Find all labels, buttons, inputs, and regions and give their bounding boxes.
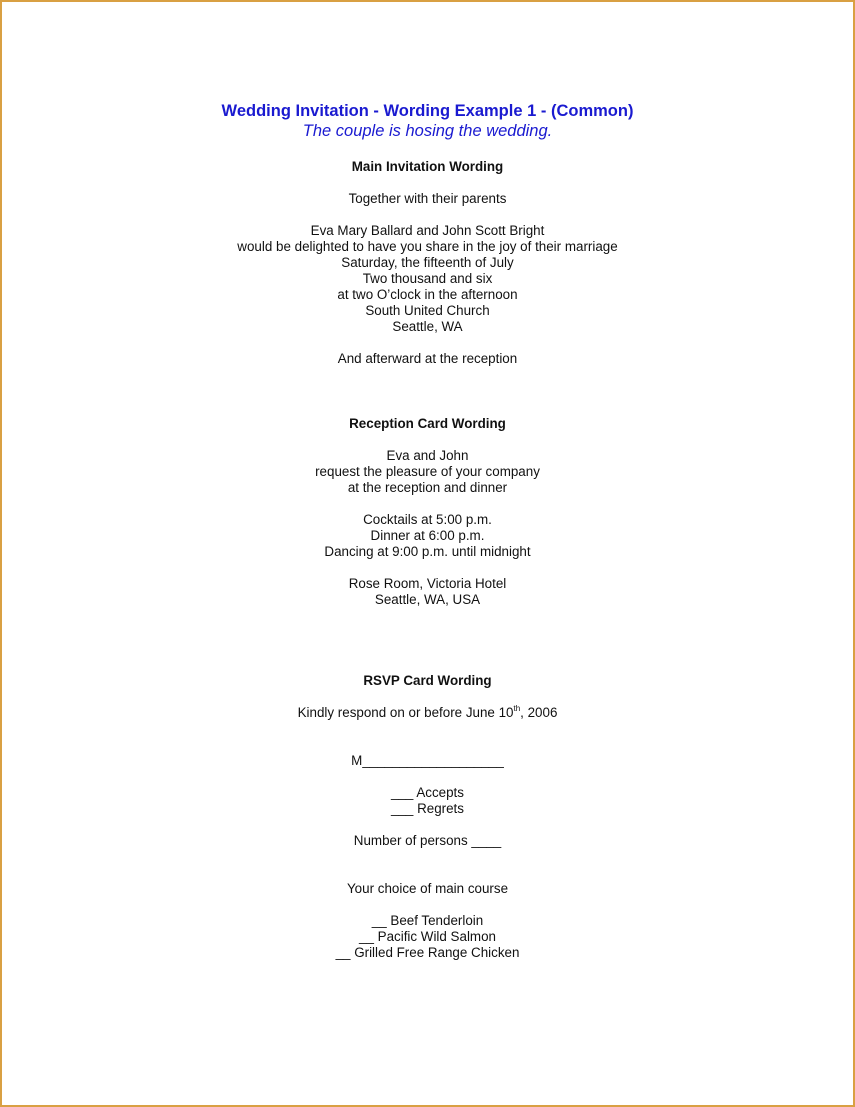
main-invitation-line: Seattle, WA: [392, 319, 463, 334]
main-invitation-line: And afterward at the reception: [337, 351, 518, 366]
reception-card-line: Seattle, WA, USA: [374, 592, 481, 607]
reception-card-line: Dinner at 6:00 p.m.: [370, 528, 485, 543]
main-invitation-line: South United Church: [365, 303, 490, 318]
rsvp-choice-heading: Your choice of main course: [346, 881, 509, 896]
reception-card-line: Dancing at 9:00 p.m. until midnight: [324, 544, 531, 559]
main-invitation-line: at two O’clock in the afternoon: [337, 287, 518, 302]
reception-card-line: request the pleasure of your company: [315, 464, 540, 479]
main-invitation-line: Two thousand and six: [362, 271, 493, 286]
rsvp-choice: __ Pacific Wild Salmon: [359, 929, 496, 944]
reception-card-line: Rose Room, Victoria Hotel: [348, 576, 507, 591]
respond-by-ordinal: th: [513, 704, 521, 713]
main-invitation-line: Eva Mary Ballard and John Scott Bright: [310, 223, 545, 238]
reception-card-line: at the reception and dinner: [347, 480, 508, 495]
respond-by-year: , 2006: [520, 705, 558, 720]
respond-by-text: Kindly respond on or before June 10: [297, 705, 514, 720]
document-subtitle: The couple is hosing the wedding.: [302, 122, 553, 140]
rsvp-name-line: M___________________: [351, 753, 504, 768]
main-invitation-heading: Main Invitation Wording: [351, 159, 504, 174]
rsvp-regrets: ___ Regrets: [391, 801, 464, 816]
rsvp-number-of-persons: Number of persons ____: [353, 833, 502, 848]
rsvp-accepts: ___ Accepts: [391, 785, 464, 800]
rsvp-respond-by: [0, 705, 855, 721]
rsvp-choice: __ Grilled Free Range Chicken: [335, 945, 520, 960]
main-invitation-line: Saturday, the fifteenth of July: [341, 255, 514, 270]
rsvp-choice: __ Beef Tenderloin: [371, 913, 484, 928]
reception-card-heading: Reception Card Wording: [349, 416, 506, 431]
document-title: Wedding Invitation - Wording Example 1 - (Common): [221, 102, 634, 120]
rsvp-card-heading: RSVP Card Wording: [363, 673, 492, 688]
reception-card-line: Cocktails at 5:00 p.m.: [363, 512, 492, 527]
main-invitation-line: Together with their parents: [348, 191, 507, 206]
reception-card-line: Eva and John: [386, 448, 469, 463]
main-invitation-line: would be delighted to have you share in the joy of their marriage: [237, 239, 618, 254]
